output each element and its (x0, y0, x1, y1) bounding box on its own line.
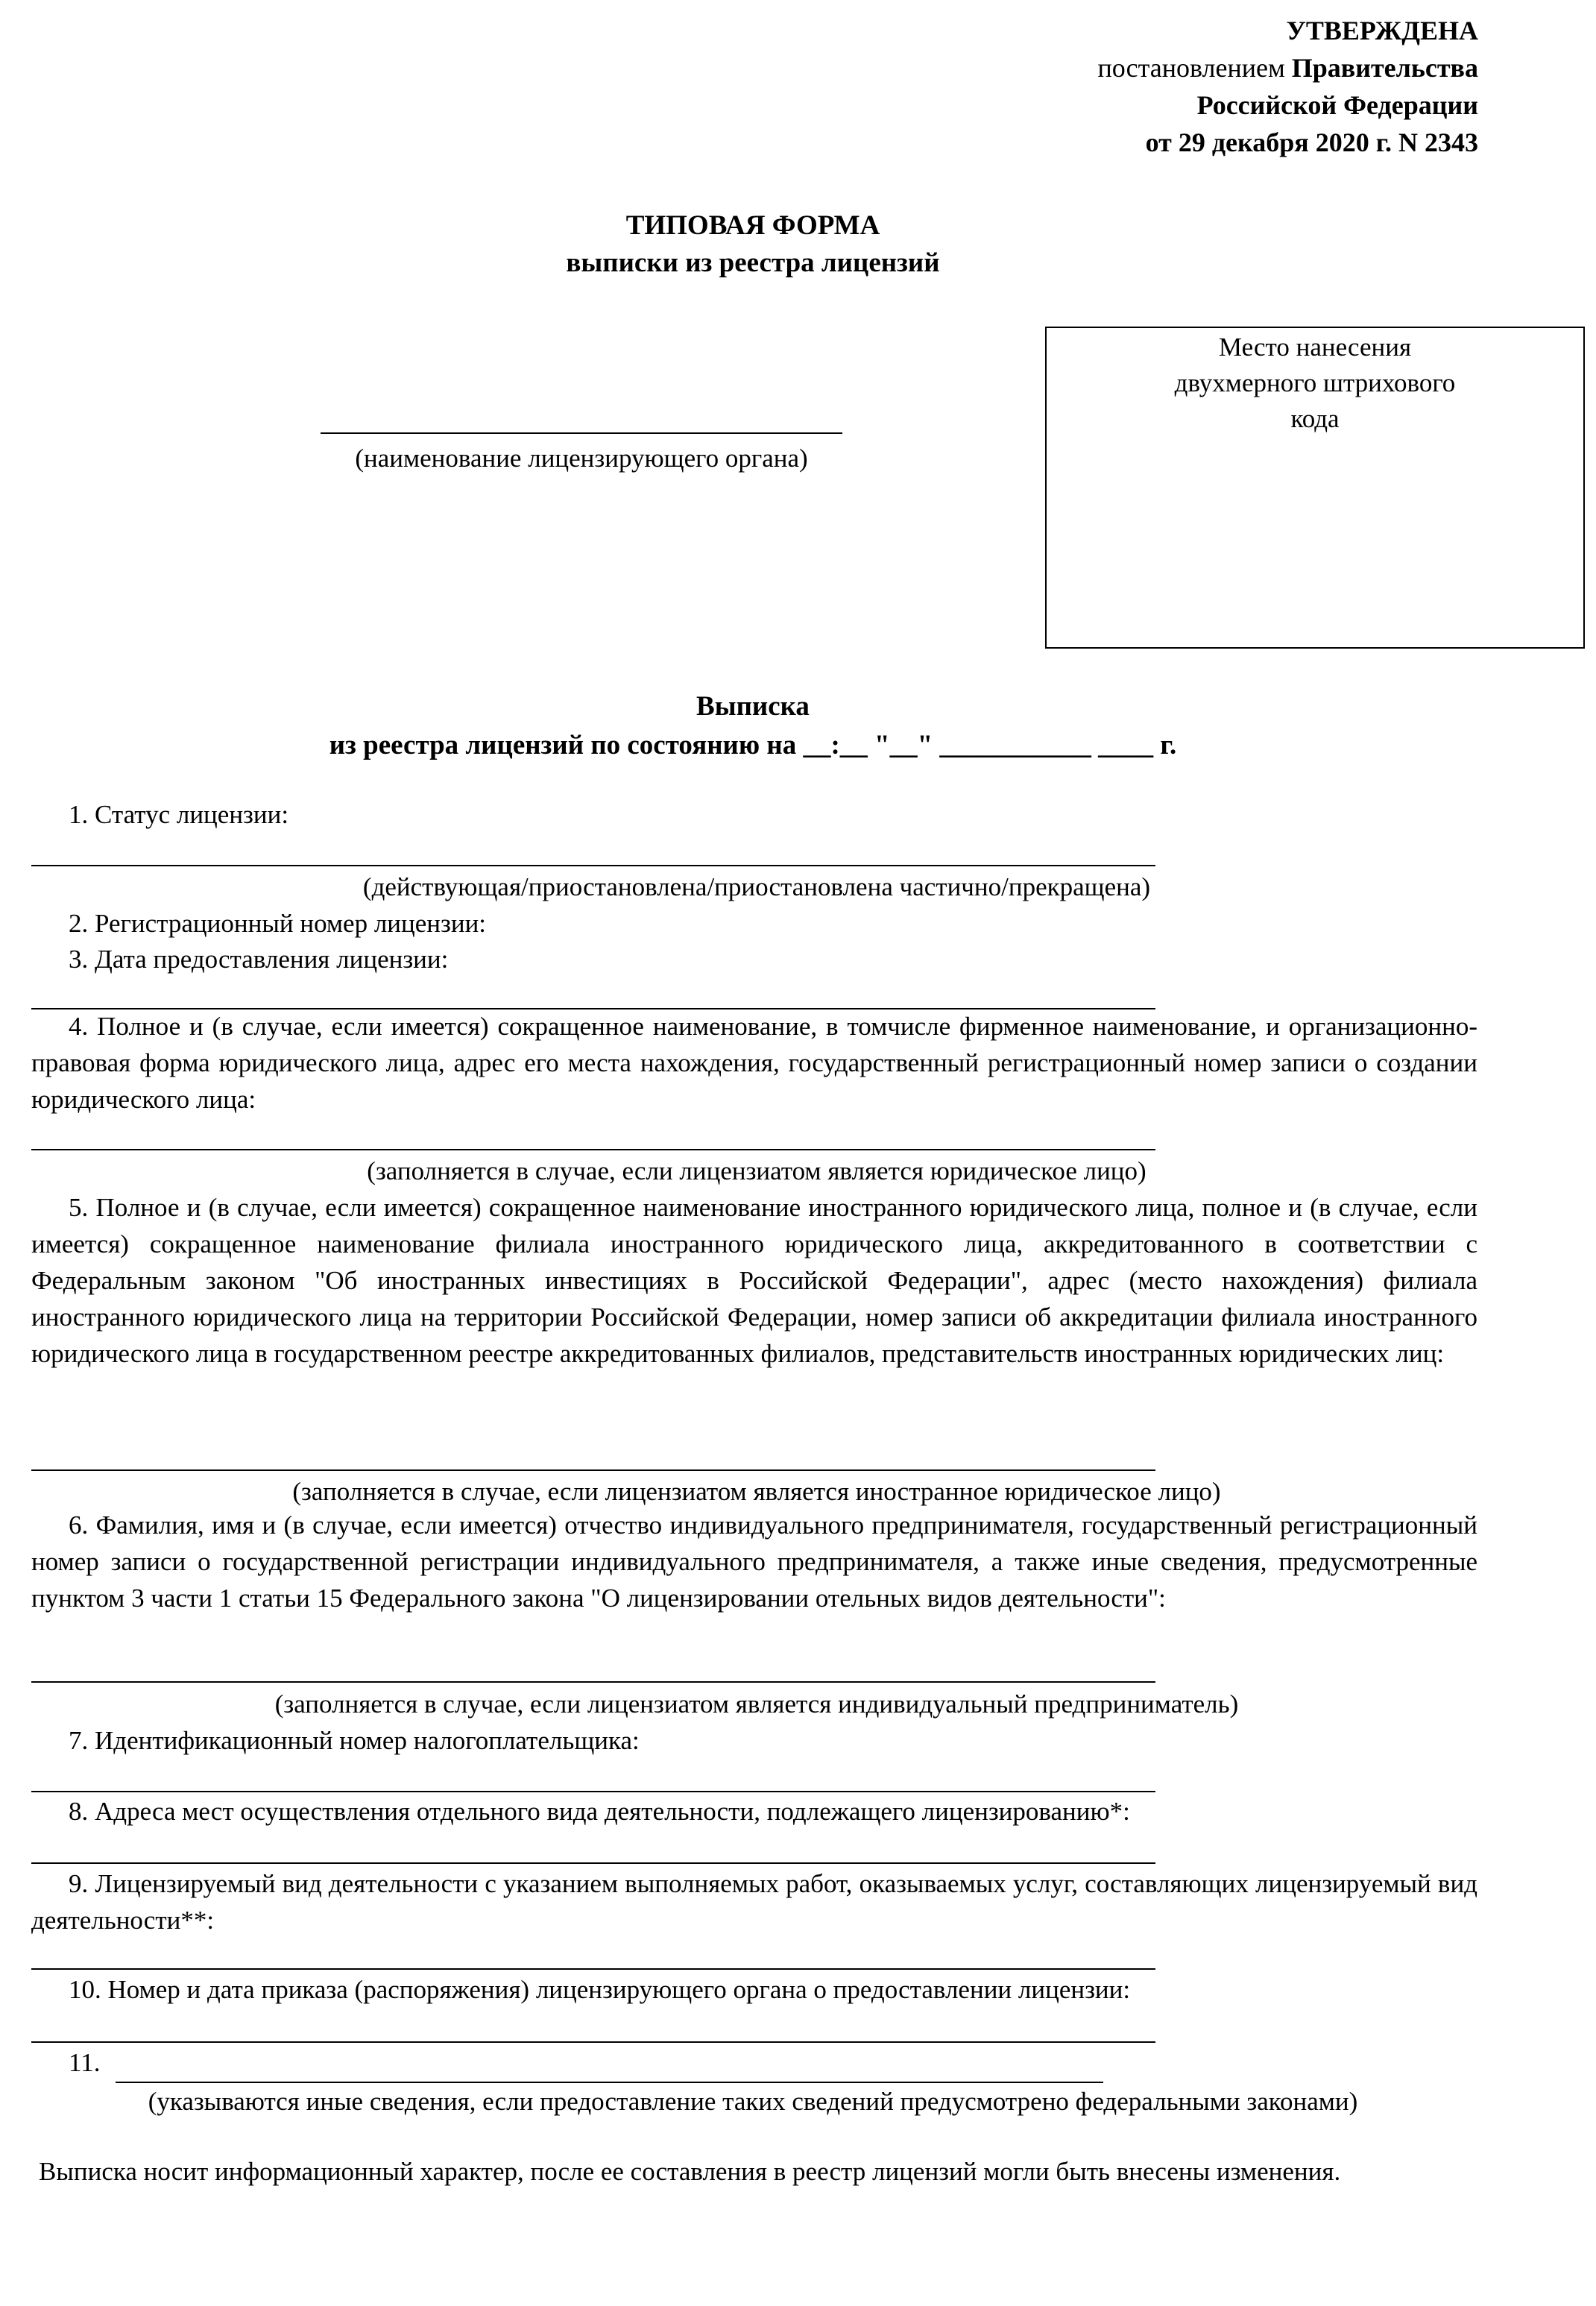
item-10-text: 10. Номер и дата приказа (распоряжения) лицензирующего органа о предоставлении лицензии: (69, 1975, 1131, 2004)
item-1-line (31, 865, 1155, 866)
item-11-label: 11. (69, 2048, 101, 2077)
barcode-text-line2: двухмерного штрихового (1174, 368, 1456, 397)
item-4-caption: (заполняется в случае, если лицензиатом является юридическое лицо) (367, 1156, 1146, 1185)
item-1-label: 1. Статус лицензии: (69, 800, 289, 829)
item-6-text: 6. Фамилия, имя и (в случае, если имеется) отчество индивидуального предпринимателя, государственный регистрационный номер записи о государственной регистрации индивидуального предпринимателя, а также иные сведения, предусмотренные пунктом 3 части 1 статьи 15 Федерального закона "О лицензировании отельных видов деятельности": (31, 1510, 1477, 1613)
extract-heading-title: Выписка (696, 691, 810, 722)
approval-title: УТВЕРЖДЕНА (1286, 16, 1478, 45)
item-8-text: 8. Адреса мест осуществления отдельного вида деятельности, подлежащего лицензированию*: (69, 1797, 1130, 1826)
form-title (0, 207, 1506, 282)
extract-heading-date: из реестра лицензий по состоянию на __:__ "__" ___________ ____ г. (329, 730, 1177, 760)
item-5-text: 5. Полное и (в случае, если имеется) сокращенное наименование иностранного юридического лица, полное и (в случае, если имеется) сокращенное наименование филиала иностранного юридического лица, аккредитованного в соответствии с Федеральным законом "Об иностранных инвестициях в Российской Федерации", адрес (место нахождения) филиала иностранного юридического лица на территории Российской Федерации, номер записи об аккредитации филиала иностранного юридического лица в государственном реестре аккредитованных филиалов, представительств иностранных юридических лиц: (31, 1193, 1477, 1368)
approval-decree-regular: постановлением (1097, 53, 1292, 83)
barcode-placeholder-box (1045, 327, 1585, 649)
extract-heading (0, 687, 1506, 765)
item-8-line (31, 1862, 1155, 1864)
form-title-main: ТИПОВАЯ ФОРМА (625, 210, 880, 241)
approval-block (1097, 12, 1478, 161)
item-4-text: 4. Полное и (в случае, если имеется) сокращенное наименование, в томчисле фирменное наименование, и организационно-правовая форма юридического лица, адрес его места нахождения, государственный регистрационный номер записи о создании юридического лица: (31, 1012, 1477, 1114)
form-title-sub: выписки из реестра лицензий (566, 248, 940, 278)
item-9-text: 9. Лицензируемый вид деятельности с указанием выполняемых работ, оказываемых услуг, составляющих лицензируемый вид деятельности**: (31, 1869, 1477, 1935)
barcode-text-line3: кода (1290, 404, 1340, 433)
item-6-caption: (заполняется в случае, если лицензиатом является индивидуальный предприниматель) (274, 1689, 1239, 1719)
approval-country: Российской Федерации (1196, 90, 1478, 120)
footer-note: Выписка носит информационный характер, после ее составления в реестр лицензий могли быть внесены изменения. (39, 2157, 1341, 2186)
item-11-caption: (указываются иные сведения, если предоставление таких сведений предусмотрено федеральными законами) (148, 2087, 1358, 2116)
item-7-line (31, 1791, 1155, 1792)
approval-date: от 29 декабря 2020 г. N 2343 (1145, 127, 1478, 157)
barcode-text-line1: Место нанесения (1218, 333, 1412, 362)
approval-decree-bold: Правительства (1291, 53, 1478, 83)
item-2-label: 2. Регистрационный номер лицензии: (69, 909, 487, 938)
item-5-caption: (заполняется в случае, если лицензиатом является иностранное юридическое лицо) (292, 1477, 1221, 1506)
item-6-line (31, 1681, 1155, 1683)
authority-name-line (321, 403, 842, 434)
item-4-line (31, 1149, 1155, 1150)
item-5-line (31, 1469, 1155, 1471)
item-9-line (31, 1968, 1155, 1970)
item-7-label: 7. Идентификационный номер налогоплательщика: (69, 1726, 640, 1755)
item-3-label: 3. Дата предоставления лицензии: (69, 945, 449, 974)
authority-caption: (наименование лицензирующего органа) (355, 444, 808, 473)
item-1-caption: (действующая/приостановлена/приостановлена частично/прекращена) (362, 872, 1151, 901)
item-10-line (31, 2041, 1155, 2043)
approval-decree-line (1097, 49, 1478, 86)
